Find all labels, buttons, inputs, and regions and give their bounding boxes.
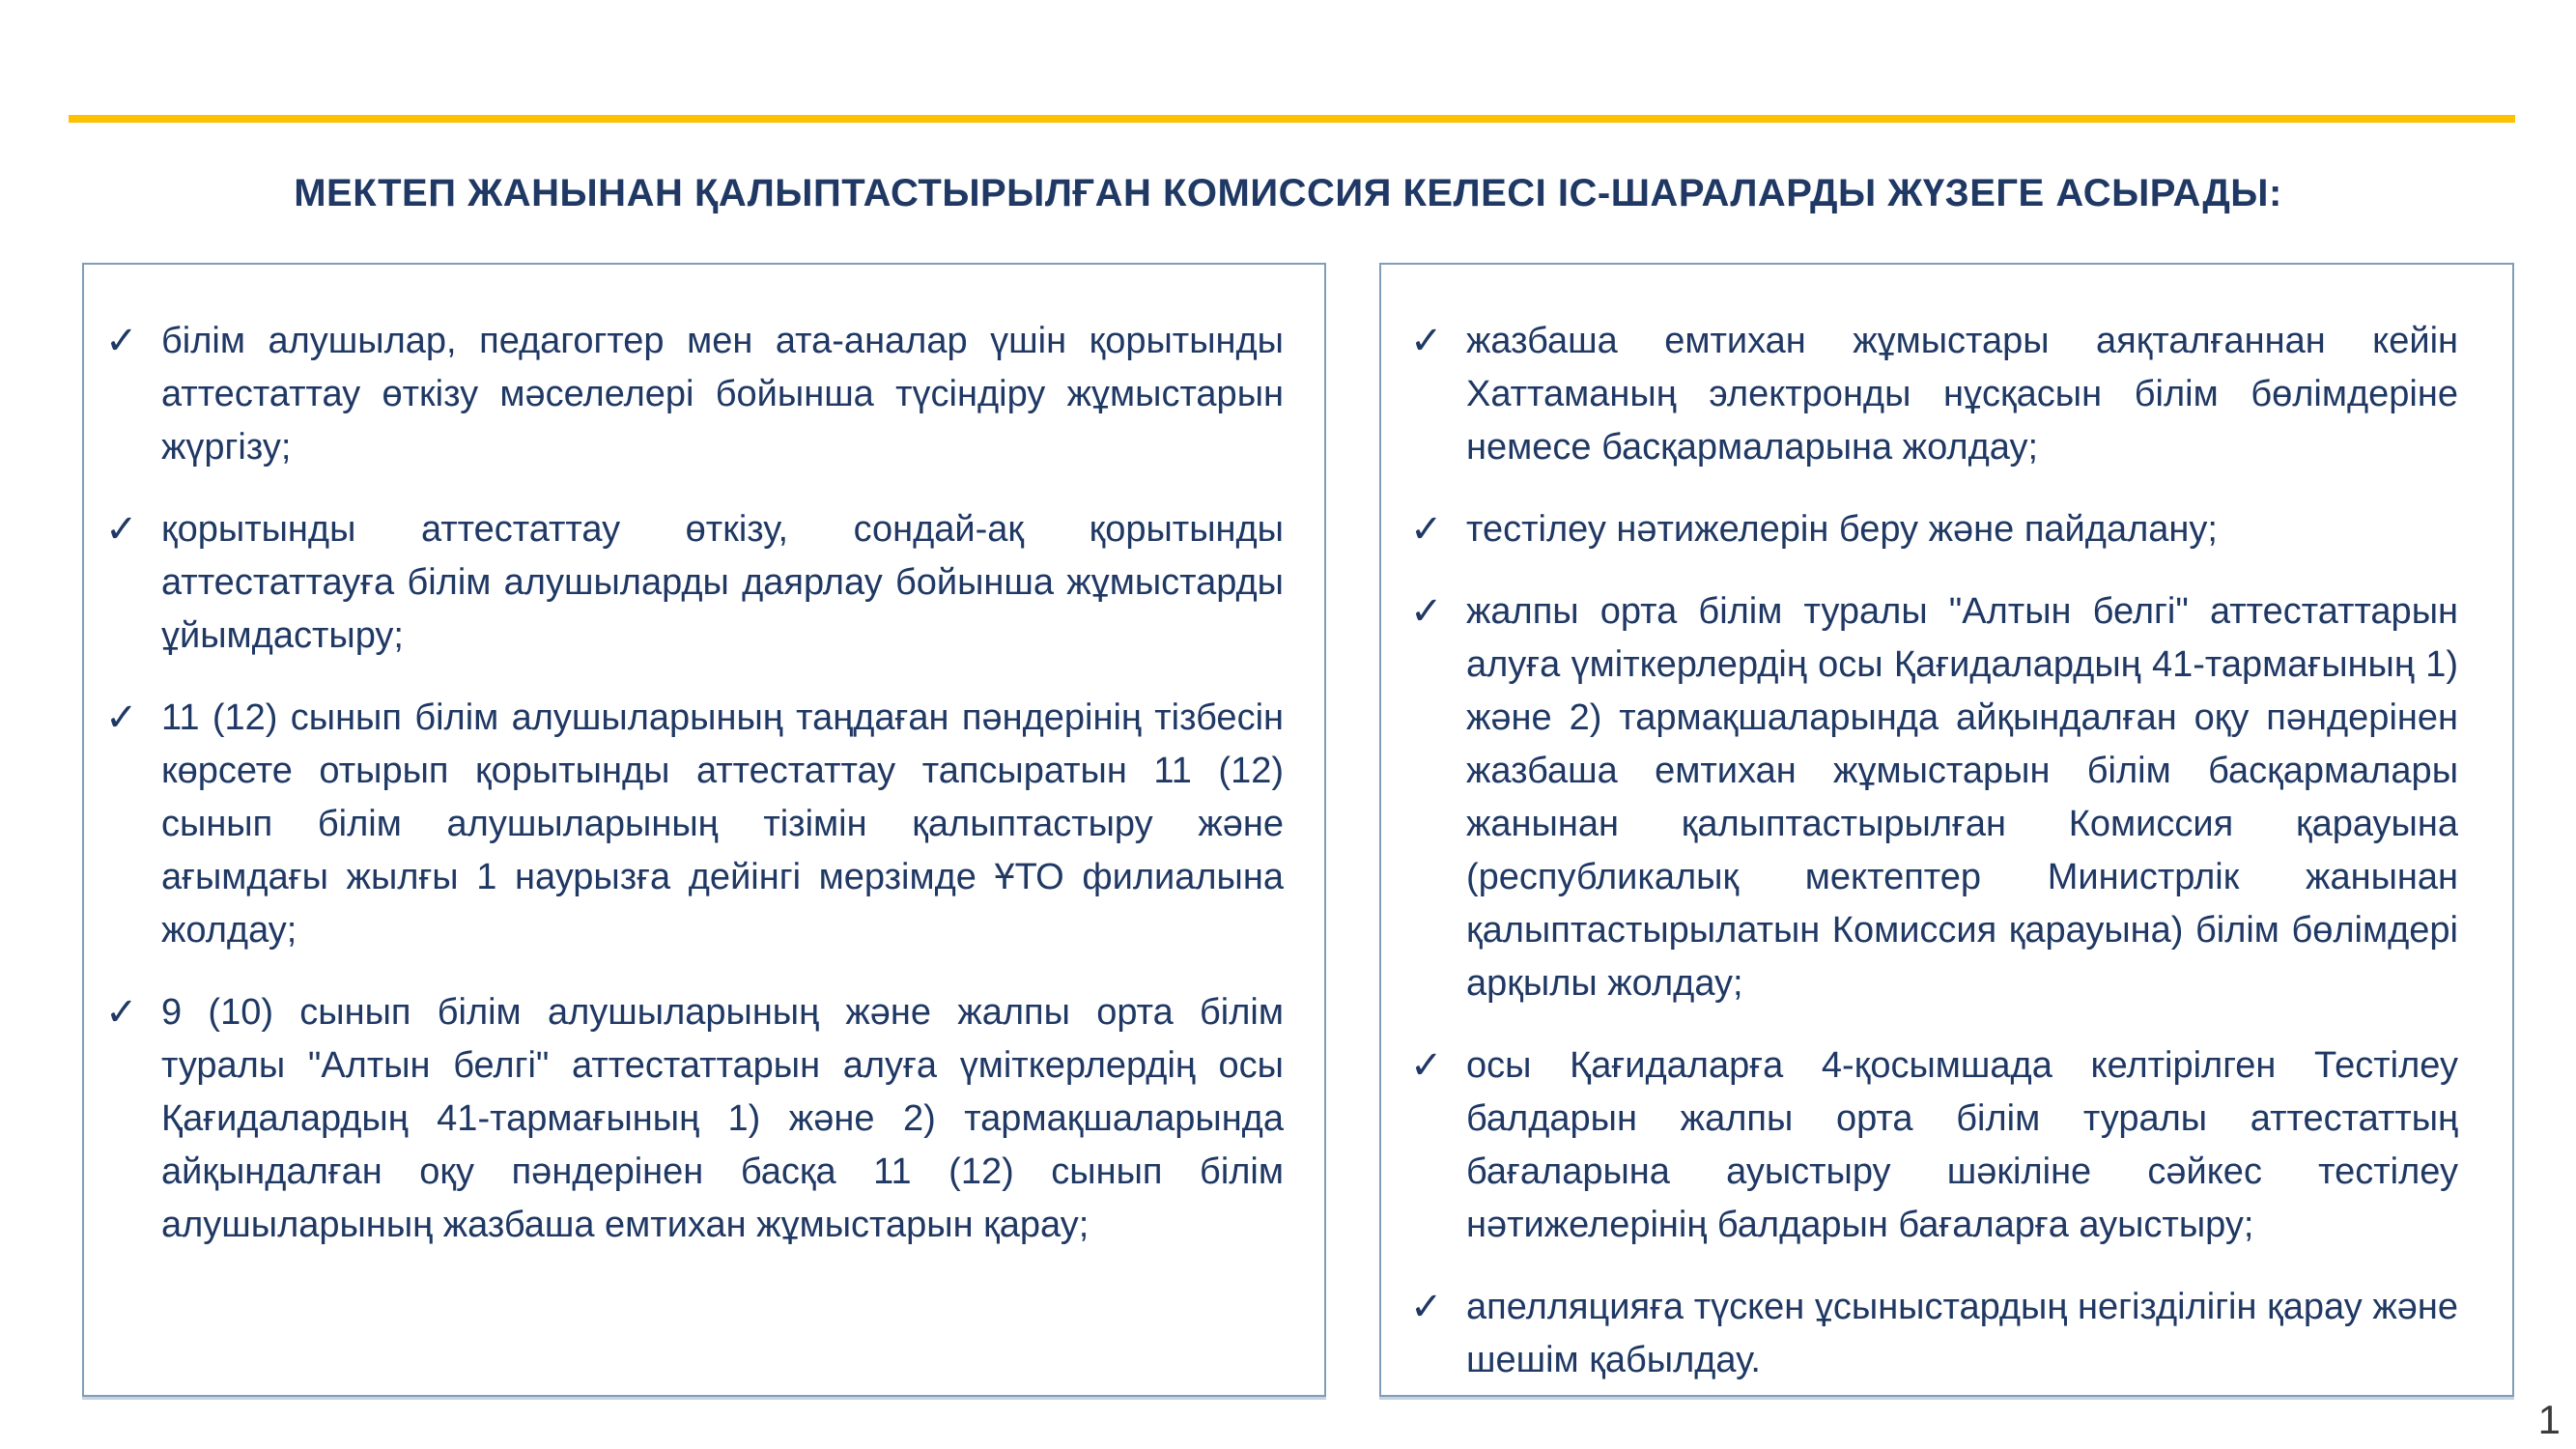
checkmark-icon: ✓ xyxy=(1410,320,1443,362)
checkmark-icon: ✓ xyxy=(1410,590,1443,633)
bullet-text: білім алушылар, педагогтер мен ата-аналар үшін қорытынды аттестаттау өткізу мәселелері бойынша түсіндіру жұмыстарын жүргізу; xyxy=(161,321,1284,468)
checkmark-icon: ✓ xyxy=(1410,1286,1443,1328)
bullet-text: жазбаша емтихан жұмыстары аяқталғаннан кейін Хаттаманың электронды нұсқасын білім бөлімдеріне немесе басқармаларына жолдау; xyxy=(1466,321,2458,468)
list-item xyxy=(1410,585,2458,1010)
list-item xyxy=(1410,1281,2458,1387)
left-content-box xyxy=(82,263,1326,1397)
checkmark-icon: ✓ xyxy=(105,991,138,1034)
page-title: МЕКТЕП ЖАНЫНАН ҚАЛЫПТАСТЫРЫЛҒАН КОМИССИЯ КЕЛЕСІ ІС-ШАРАЛАРДЫ ЖҮЗЕГЕ АСЫРАДЫ: xyxy=(294,172,2282,214)
bullet-text: 11 (12) сынып білім алушыларының таңдаған пәндерінің тізбесін көрсете отырып қорытынды аттестаттау тапсыратын 11 (12) сынып білім алушыларының тізімін қалыптастыру және ағымдағы жылғы 1 наурызға дейінгі мерзімде ҰТО филиалына жолдау; xyxy=(161,697,1284,951)
bullet-text: қорытынды аттестаттау өткізу, сондай-ақ қорытынды аттестаттауға білім алушыларды даярлау бойынша жұмыстарды ұйымдастыру; xyxy=(161,509,1284,656)
right-content-box xyxy=(1379,263,2514,1397)
bullet-text: апелляцияға түскен ұсыныстардың негізділігін қарау және шешім қабылдау. xyxy=(1466,1287,2458,1380)
checkmark-icon: ✓ xyxy=(105,320,138,362)
checkmark-icon: ✓ xyxy=(105,508,138,551)
list-item xyxy=(1410,315,2458,474)
list-item xyxy=(1410,1039,2458,1252)
list-item xyxy=(105,692,1284,957)
checkmark-icon: ✓ xyxy=(105,696,138,739)
checkmark-icon: ✓ xyxy=(1410,1044,1443,1087)
bullet-text: 9 (10) сынып білім алушыларының және жалпы орта білім туралы "Алтын белгі" аттестаттарын алуға үміткерлердің осы Қағидалардың 41-тармағының 1) және 2) тармақшаларында айқындалған оқу пәндерінен басқа 11 (12) сынып білім алушыларының жазбаша емтихан жұмыстарын қарау; xyxy=(161,992,1284,1245)
bullet-text: тестілеу нәтижелерін беру және пайдалану; xyxy=(1466,509,2218,550)
list-item xyxy=(105,503,1284,663)
list-item xyxy=(105,315,1284,474)
list-item xyxy=(1410,503,2458,556)
list-item xyxy=(105,986,1284,1252)
page-number: 1 xyxy=(2537,1397,2561,1442)
accent-line xyxy=(69,115,2515,123)
bullet-text: жалпы орта білім туралы "Алтын белгі" аттестаттарын алуға үміткерлердің осы Қағидалардың 41-тармағының 1) және 2) тармақшаларында айқындалған оқу пәндерінен жазбаша емтихан жұмыстарын білім басқармалары жанынан қалыптастырылған Комиссия қарауына (республикалық мектептер Министрлік жанынан қалыптастырылатын Комиссия қарауына) білім бөлімдері арқылы жолдау; xyxy=(1466,591,2458,1004)
bullet-text: осы Қағидаларға 4-қосымшада келтірілген Тестілеу балдарын жалпы орта білім туралы аттестаттың бағаларына ауыстыру шәкіліне сәйкес тестілеу нәтижелерінің балдарын бағаларға ауыстыру; xyxy=(1466,1045,2458,1245)
checkmark-icon: ✓ xyxy=(1410,508,1443,551)
